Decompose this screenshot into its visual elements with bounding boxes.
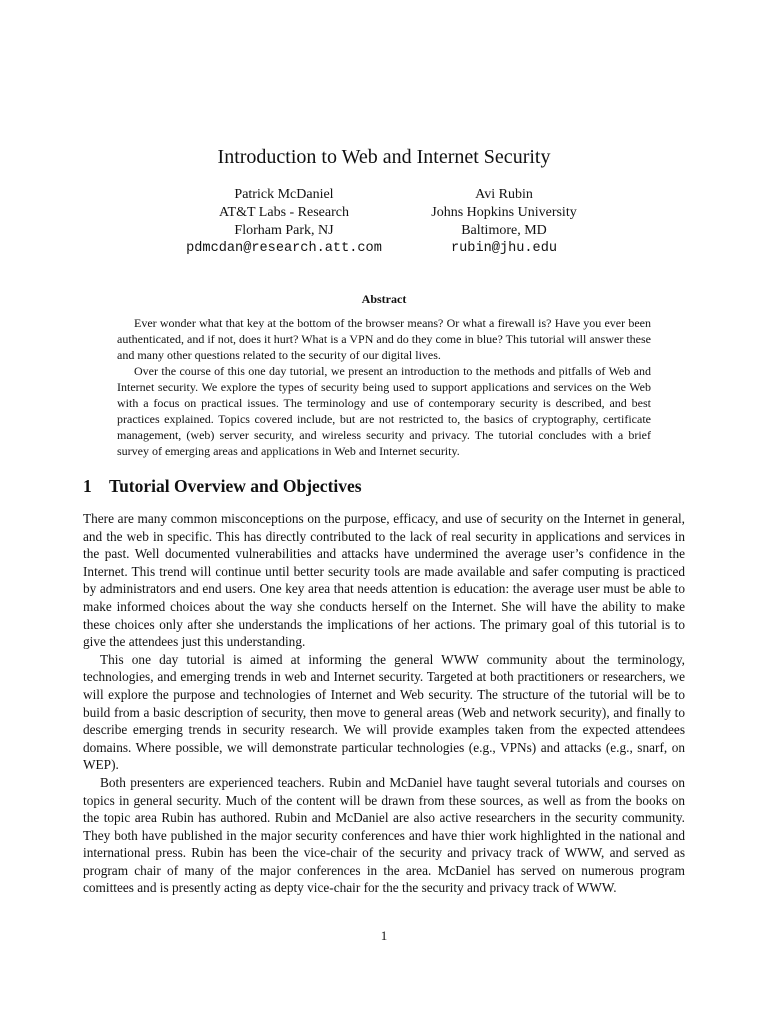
body-paragraph: Both presenters are experienced teachers. Rubin and McDaniel have taught several tutorials and courses on topics in general security. Much of the content will be drawn from these sources, as well as from the books on the topic area Rubin has authored. Rubin and McDaniel are also active researchers in the security community. They both have published in the major security conferences and have thier work highlighted in the national and international press. Rubin has been the vice-chair of the security and privacy track of WWW, and served as program chair of many of the major conferences in the area. McDaniel has served on numerous program comittees and is presently acting as depty vice-chair for the the security and privacy track of WWW. <box>83 774 685 896</box>
author-location: Florham Park, NJ <box>234 223 334 238</box>
abstract-heading: Abstract <box>361 292 407 306</box>
author-location: Baltimore, MD <box>461 223 547 238</box>
body-paragraph: This one day tutorial is aimed at informing the general WWW community about the terminology, technologies, and emerging trends in web and Internet security. Targeted at both practitioners or researchers, we will explore the purpose and technologies of Internet and Web security. The structure of the tutorial will be to build from a basic description of security, then move to general areas (Web and network security), and finally to describe emerging trends in security research. We will provide examples taken from the expected attendees domains. Where possible, we will demonstrate particular technologies (e.g., VPNs) and attacks (e.g., snarf, on WEP). <box>83 651 685 773</box>
section-number: 1 <box>83 476 92 496</box>
author-name: Avi Rubin <box>475 187 533 202</box>
abstract-body <box>117 315 651 459</box>
section-title: Tutorial Overview and Objectives <box>109 476 362 496</box>
author-affiliation: AT&T Labs - Research <box>219 205 349 220</box>
author-rubin <box>344 186 664 258</box>
author-affiliation: Johns Hopkins University <box>431 205 577 220</box>
section-body <box>83 510 685 897</box>
paper-title: Introduction to Web and Internet Security <box>217 146 551 168</box>
author-email: rubin@jhu.edu <box>450 241 558 256</box>
abstract-paragraph: Over the course of this one day tutorial, we present an introduction to the methods and pitfalls of Web and Internet security. We explore the types of security being used to support applications and services on the Web with a focus on practical issues. The terminology and use of contemporary security is described, and best practices explained. Topics covered include, but are not restricted to, the basics of cryptography, certificate management, (web) server security, and wireless security and privacy. The tutorial concludes with a brief survey of emerging areas and applications in Web and Internet security. <box>117 364 651 458</box>
author-name: Patrick McDaniel <box>234 187 334 202</box>
author-email: pdmcdan@research.att.com <box>186 241 382 256</box>
abstract-paragraph: Ever wonder what that key at the bottom of the browser means? Or what a firewall is? Have you ever been authenticated, and if not, does it hurt? What is a VPN and do they come in blue? This tutorial will answer these and many other questions related to the security of our digital lives. <box>117 316 651 362</box>
page-number: 1 <box>380 928 388 943</box>
section-heading <box>83 475 362 497</box>
body-paragraph: There are many common misconceptions on the purpose, efficacy, and use of security on the Internet in general, and the web in specific. This has directly contributed to the lack of real security in applications and services in the past. Well documented vulnerabilities and attacks have undermined the average user’s confidence in the Internet. This trend will continue until better security tools are made available and safer computing is practiced by administrators and end users. One key area that needs attention is education: the average user must be able to make informed choices about the way she conducts herself on the Internet. She will have the ability to make these choices only after she understands the implications of her actions. The primary goal of this tutorial is to give the attendees just this understanding. <box>83 511 685 650</box>
